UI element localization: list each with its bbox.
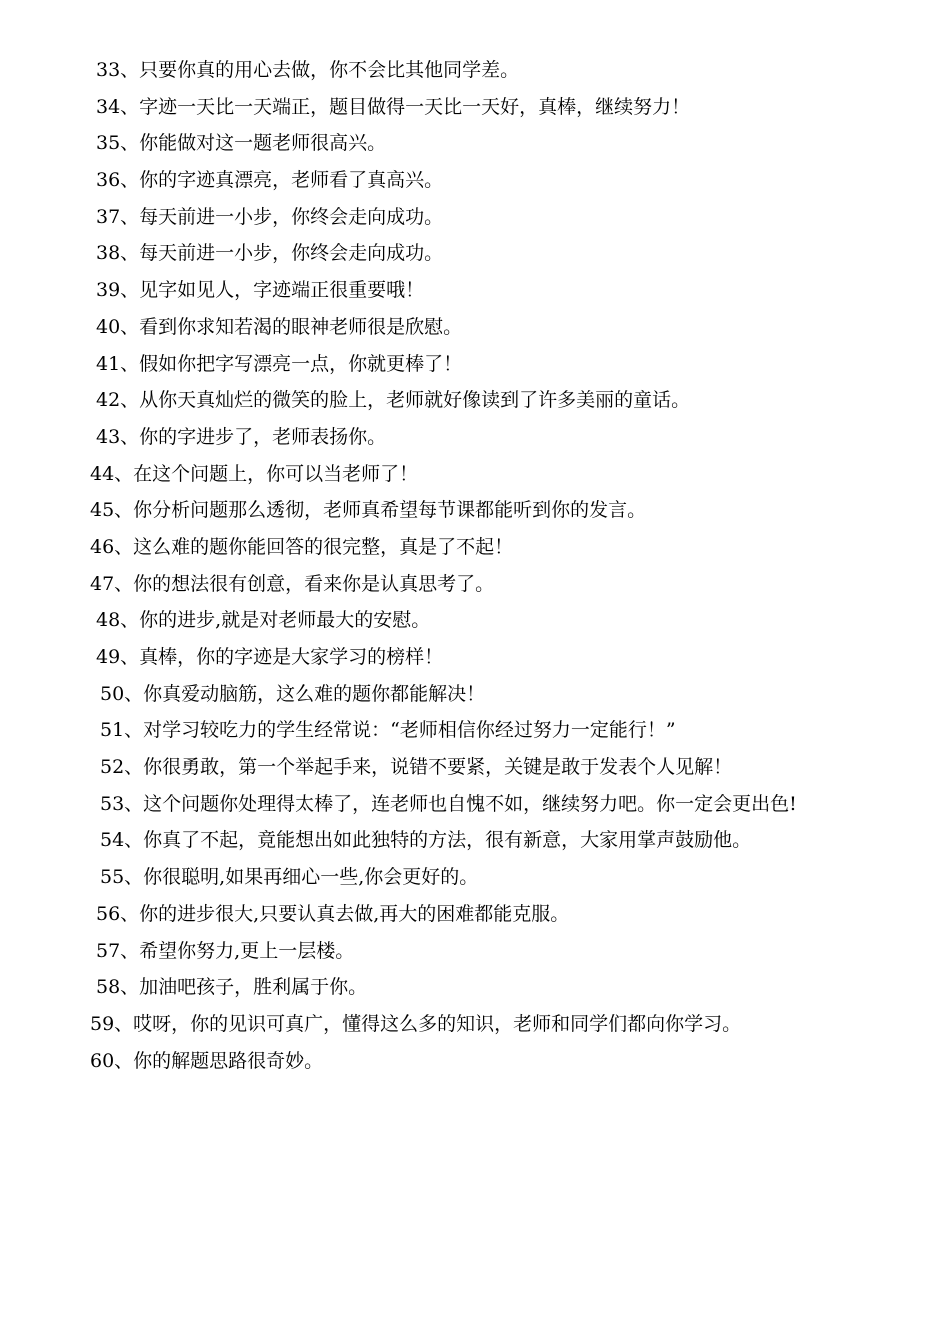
list-item: 53、这个问题你处理得太棒了，连老师也自愧不如，继续努力吧。你一定会更出色! <box>100 792 797 815</box>
list-item: 56、你的进步很大,只要认真去做,再大的困难都能克服。 <box>96 902 570 925</box>
list-item: 40、看到你求知若渴的眼神老师很是欣慰。 <box>96 315 463 338</box>
list-item: 48、你的进步,就是对老师最大的安慰。 <box>96 609 431 632</box>
list-item: 41、假如你把字写漂亮一点，你就更棒了！ <box>96 352 463 375</box>
list-item: 44、在这个问题上，你可以当老师了！ <box>90 462 419 485</box>
list-item: 54、你真了不起，竟能想出如此独特的方法，很有新意，大家用掌声鼓励他。 <box>100 829 752 852</box>
list-item: 47、你的想法很有创意，看来你是认真思考了。 <box>90 572 495 595</box>
document-page <box>0 52 950 1079</box>
list-item: 50、你真爱动脑筋，这么难的题你都能解决！ <box>100 682 486 705</box>
list-item: 38、每天前进一小步，你终会走向成功。 <box>96 242 444 265</box>
list-item: 58、加油吧孩子，胜利属于你。 <box>96 976 368 999</box>
list-item: 42、从你天真灿烂的微笑的脸上，老师就好像读到了许多美丽的童话。 <box>96 389 691 412</box>
list-item: 46、这么难的题你能回答的很完整，真是了不起！ <box>90 535 514 558</box>
list-item: 52、你很勇敢，第一个举起手来，说错不要紧，关键是敢于发表个人见解！ <box>100 756 733 779</box>
list-item: 60、你的解题思路很奇妙。 <box>90 1049 324 1072</box>
list-item: 55、你很聪明,如果再细心一些,你会更好的。 <box>100 866 479 889</box>
list-item: 37、每天前进一小步，你终会走向成功。 <box>96 205 444 228</box>
list-item: 45、你分析问题那么透彻，老师真希望每节课都能听到你的发言。 <box>90 499 647 522</box>
list-item: 35、你能做对这一题老师很高兴。 <box>96 132 387 155</box>
list-item: 43、你的字进步了，老师表扬你。 <box>96 425 387 448</box>
list-item: 36、你的字迹真漂亮，老师看了真高兴。 <box>96 169 444 192</box>
list-item: 49、真棒，你的字迹是大家学习的榜样！ <box>96 646 444 668</box>
list-item: 59、哎呀，你的见识可真广，懂得这么多的知识，老师和同学们都向你学习。 <box>90 1012 742 1035</box>
list-item: 33、只要你真的用心去做，你不会比其他同学差。 <box>96 59 520 81</box>
list-item: 57、希望你努力,更上一层楼。 <box>96 939 355 962</box>
list-item: 39、见字如见人，字迹端正很重要哦！ <box>96 279 425 302</box>
list-item: 34、字迹一天比一天端正，题目做得一天比一天好，真棒，继续努力！ <box>96 95 691 118</box>
list-item: 51、对学习较吃力的学生经常说：“老师相信你经过努力一定能行！” <box>100 719 676 742</box>
